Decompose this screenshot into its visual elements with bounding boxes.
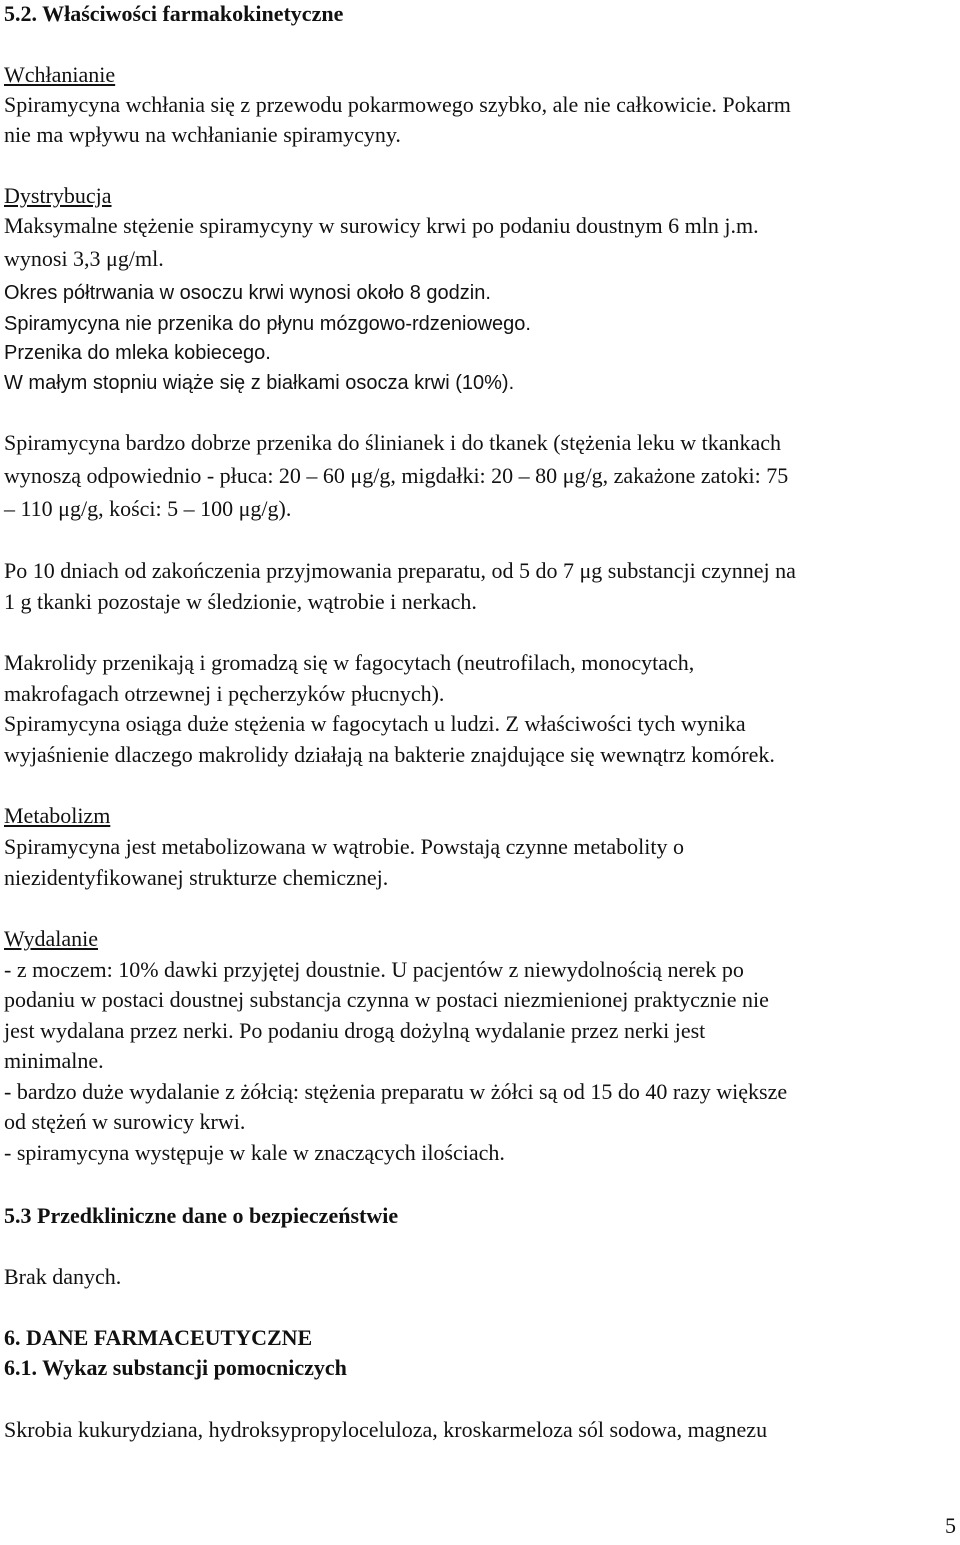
section-5-3-heading: 5.3 Przedkliniczne dane o bezpieczeństwie — [4, 1203, 399, 1228]
section-5-3-text: Brak danych. — [4, 1264, 122, 1289]
excretion-line: - z moczem: 10% dawki przyjętej doustnie. U pacjentów z niewydolnością nerek po — [4, 957, 744, 982]
metabolism-line: niezidentyfikowanej strukturze chemicznej. — [4, 865, 389, 890]
distribution-line: Okres półtrwania w osoczu krwi wynosi około 8 godzin. — [4, 282, 491, 304]
distribution-title: Dystrybucja — [4, 183, 112, 208]
tissue-line: wynoszą odpowiednio - płuca: 20 – 60 μg/g, migdałki: 20 – 80 μg/g, zakażone zatoki: 75 — [4, 463, 789, 488]
excretion-line: - spiramycyna występuje w kale w znaczących ilościach. — [4, 1140, 505, 1165]
tissue-line: – 110 μg/g, kości: 5 – 100 μg/g). — [4, 496, 292, 521]
metabolism-line: Spiramycyna jest metabolizowana w wątrobie. Powstają czynne metabolity o — [4, 834, 684, 859]
phagocyte-line: makrofagach otrzewnej i pęcherzyków płucnych). — [4, 681, 445, 706]
section-6-heading: 6. DANE FARMACEUTYCZNE — [4, 1325, 313, 1350]
section-6-1-heading: 6.1. Wykaz substancji pomocniczych — [4, 1355, 347, 1380]
distribution-line: W małym stopniu wiąże się z białkami osocza krwi (10%). — [4, 372, 515, 394]
absorption-line: nie ma wpływu na wchłanianie spiramycyny. — [4, 122, 401, 147]
excretion-line: od stężeń w surowicy krwi. — [4, 1109, 246, 1134]
metabolism-title: Metabolizm — [4, 803, 111, 828]
phagocyte-line: Spiramycyna osiąga duże stężenia w fagocytach u ludzi. Z właściwości tych wynika — [4, 711, 746, 736]
phagocyte-line: wyjaśnienie dlaczego makrolidy działają na bakterie znajdujące się wewnątrz komórek. — [4, 742, 775, 767]
absorption-title: Wchłanianie — [4, 62, 116, 87]
distribution-line: wynosi 3,3 μg/ml. — [4, 246, 164, 271]
section-5-2-heading: 5.2. Właściwości farmakokinetyczne — [4, 1, 344, 26]
excretion-line: jest wydalana przez nerki. Po podaniu drogą dożylną wydalanie przez nerki jest — [4, 1018, 706, 1043]
excipients-text: Skrobia kukurydziana, hydroksypropyloceluloza, kroskarmeloza sól sodowa, magnezu — [4, 1417, 768, 1442]
excretion-title: Wydalanie — [4, 926, 98, 951]
distribution-line: Przenika do mleka kobiecego. — [4, 342, 271, 364]
phagocyte-line: Makrolidy przenikają i gromadzą się w fagocytach (neutrofilach, monocytach, — [4, 650, 695, 675]
retention-line: 1 g tkanki pozostaje w śledzionie, wątrobie i nerkach. — [4, 589, 477, 614]
excretion-line: minimalne. — [4, 1048, 104, 1073]
tissue-line: Spiramycyna bardzo dobrze przenika do ślinianek i do tkanek (stężenia leku w tkankach — [4, 430, 782, 455]
excretion-line: - bardzo duże wydalanie z żółcią: stężenia preparatu w żółci są od 15 do 40 razy większe — [4, 1079, 788, 1104]
retention-line: Po 10 dniach od zakończenia przyjmowania preparatu, od 5 do 7 μg substancji czynnej na — [4, 558, 796, 583]
excretion-line: podaniu w postaci doustnej substancja czynna w postaci niezmienionej praktycznie nie — [4, 987, 769, 1012]
distribution-line: Spiramycyna nie przenika do płynu mózgowo-rdzeniowego. — [4, 313, 531, 335]
distribution-line: Maksymalne stężenie spiramycyny w surowicy krwi po podaniu doustnym 6 mln j.m. — [4, 213, 759, 238]
absorption-line: Spiramycyna wchłania się z przewodu pokarmowego szybko, ale nie całkowicie. Pokarm — [4, 92, 791, 117]
page-number: 5 — [945, 1513, 956, 1538]
